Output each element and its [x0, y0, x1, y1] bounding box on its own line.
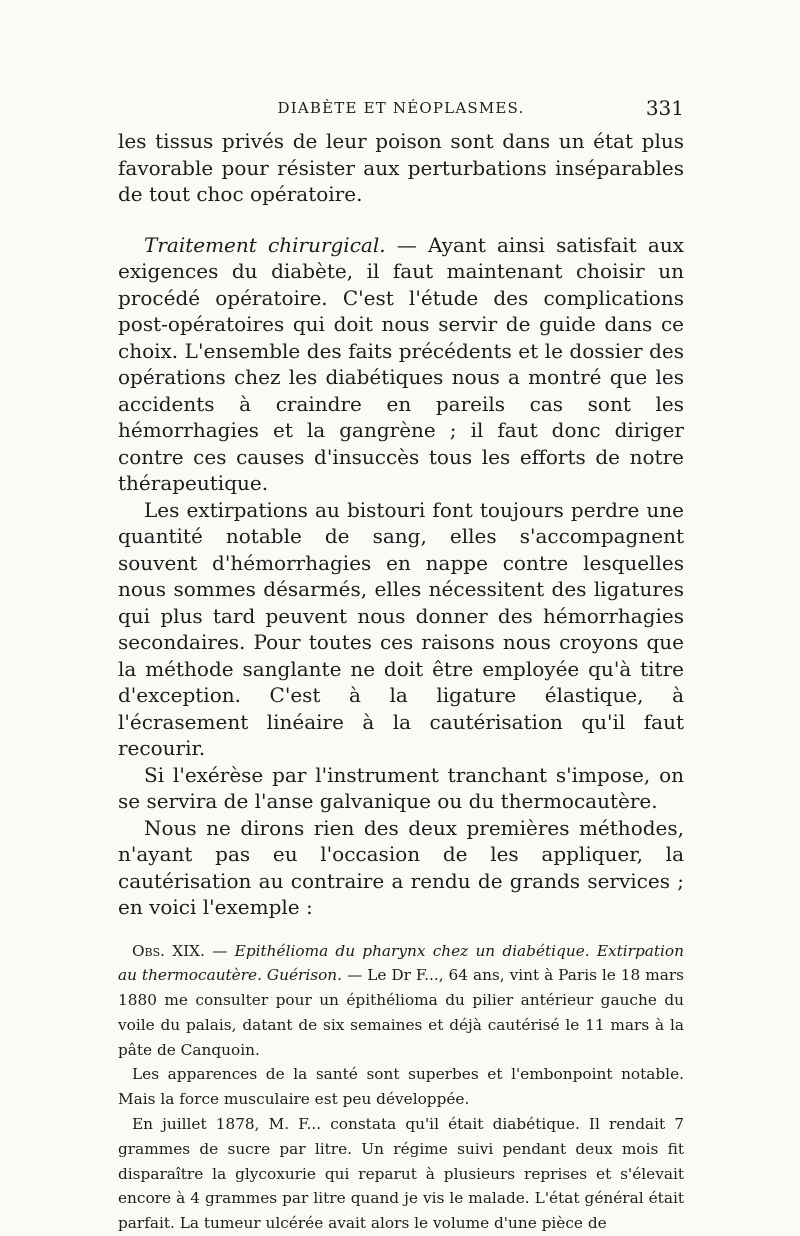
page-number: 331 [645, 96, 684, 120]
observation-paragraph-history: En juillet 1878, M. F... constata qu'il était diabétique. Il rendait 7 grammes de sucre par litre. Un régime suivi pendant deux mois fit disparaître la glycoxurie qui reparut à plusieurs reprises et s'élevait encore à 4 grammes par litre quand je vis le malade. L'état général était parfait. La tumeur ulcérée avait alors le volume d'une pièce de [118, 1115, 684, 1233]
paragraph-methods: Nous ne dirons rien des deux premières méthodes, n'ayant pas eu l'occasion de les appliquer, la cautérisation au contraire a rendu de grands services ; en voici l'exemple : [118, 815, 684, 919]
observation-label: Obs. XIX. [132, 941, 205, 960]
observation-body: — Le Dr F..., 64 ans, vint à Paris le 18 mars 1880 me consulter pour un épithélioma du pilier antérieur gauche du voile du palais, datant de six semaines et déjà cautérisé le 11 mars à la pâte de Canquoin. [118, 966, 684, 1059]
section-title: Traitement chirurgical. [144, 232, 386, 257]
observation-paragraph-health: Les apparences de la santé sont superbes et l'embonpoint notable. Mais la force musculaire est peu développée. [118, 1065, 684, 1109]
paragraph-exerese: Si l'exérèse par l'instrument tranchant s'impose, on se servira de l'anse galvanique ou du thermocautère. [118, 762, 684, 813]
body-text [118, 128, 684, 1236]
observation-title: — Epithélioma du pharynx chez un diabétique. Extirpation au thermocautère. Guérison. [118, 941, 684, 985]
paragraph-surgical-treatment [118, 232, 684, 497]
page-header [118, 96, 684, 124]
paragraph-extirpations: Les extirpations au bistouri font toujours perdre une quantité notable de sang, elles s'accompagnent souvent d'hémorrhagies en nappe contre lesquelles nous sommes désarmés, elles nécessitent des ligatures qui plus tard peuvent nous donner des hémorrhagies secondaires. Pour toutes ces raisons nous croyons que la méthode sanglante ne doit être employée qu'à titre d'exception. C'est à la ligature élastique, à l'écrasement linéaire à la cautérisation qu'il faut recourir. [118, 497, 684, 760]
section-body: — Ayant ainsi satisfait aux exigences du diabète, il faut maintenant choisir un procédé opératoire. C'est l'étude des complications post-opératoires qui doit nous servir de guide dans ce choix. L'ensemble des faits précédents et le dossier des opérations chez les diabétiques nous a montré que les accidents à craindre en pareils cas sont les hémorrhagies et la gangrène ; il faut donc diriger contre ces causes d'insuccès tous les efforts de notre thérapeutique. [118, 232, 685, 495]
observation-heading [118, 939, 684, 1063]
paragraph-continued: les tissus privés de leur poison sont dans un état plus favorable pour résister aux perturbations inséparables de tout choc opératoire. [118, 129, 684, 206]
running-title: DIABÈTE ET NÉOPLASMES. [277, 99, 525, 117]
